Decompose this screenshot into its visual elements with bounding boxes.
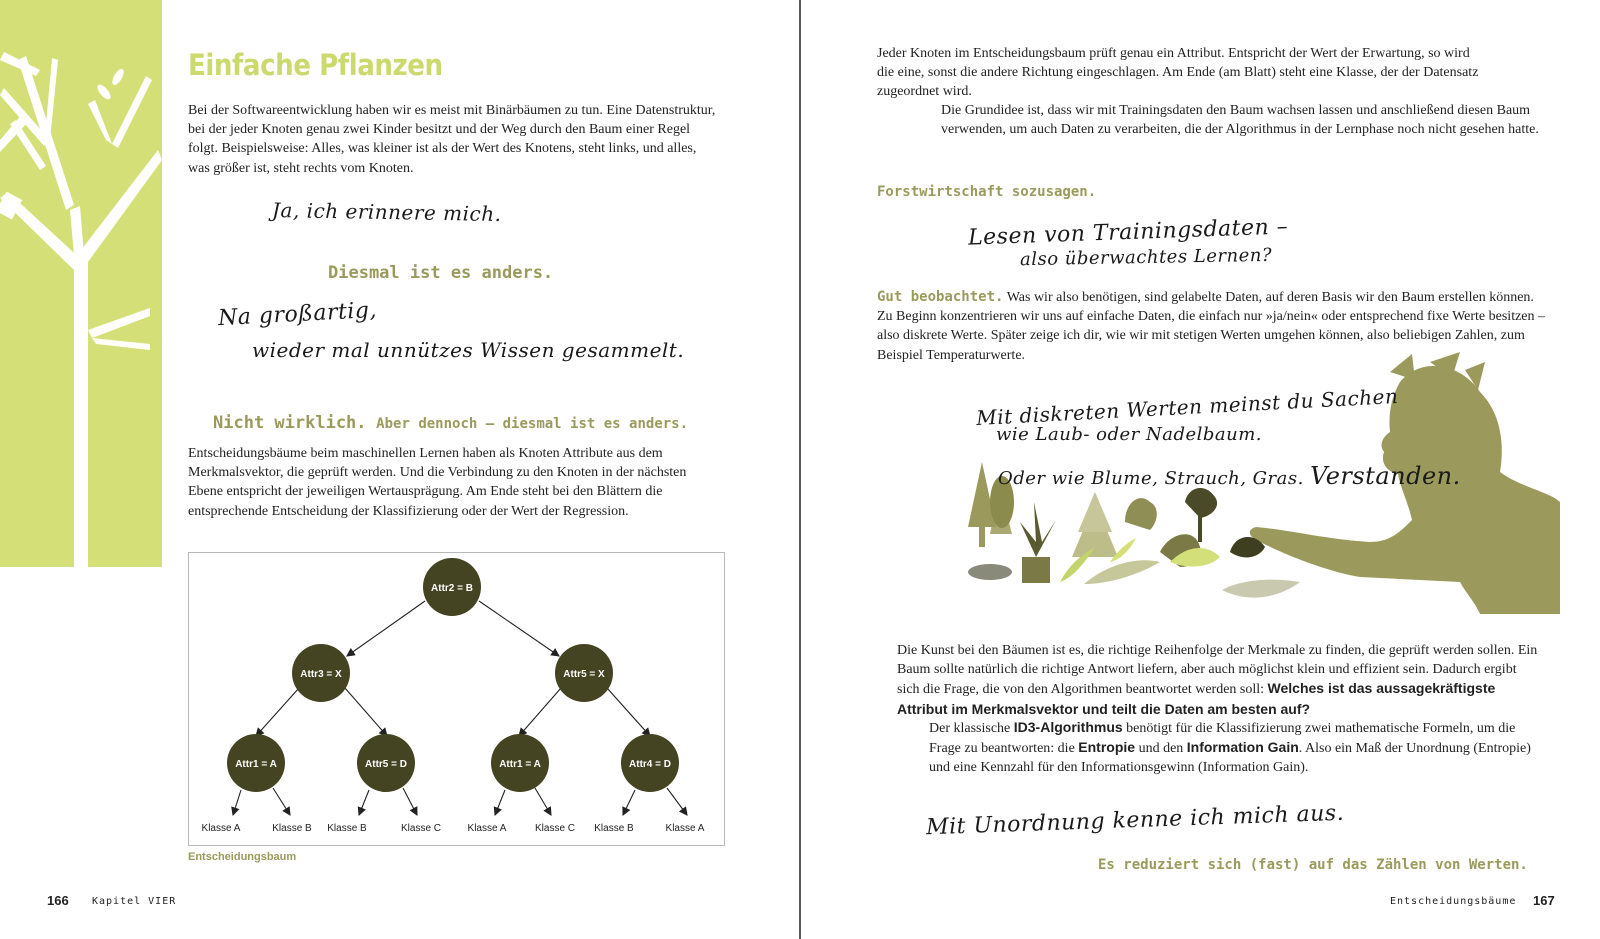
handwritten-note-2-line2: wieder mal unnützes Wissen gesammelt.: [252, 338, 685, 362]
svg-text:Attr1 = A: Attr1 = A: [235, 759, 277, 770]
svg-text:Attr4 = D: Attr4 = D: [629, 759, 671, 770]
potted-plant: [1020, 502, 1056, 557]
edge-root-right: [479, 601, 559, 656]
decision-tree-diagram: [189, 553, 724, 845]
leaf-class-label: Klasse B: [594, 823, 634, 834]
node-level1-left: [292, 644, 350, 702]
node-level2-1: [227, 734, 285, 792]
dialog-reply-1: Diesmal ist es anders.: [328, 263, 554, 283]
idea-paragraph: Die Grundidee ist, dass wir mit Trainingsdaten den Baum wachsen lassen und anschließend diesen Baum verwenden, um auch Daten zu verarbeiten, die der Algorithmus in der Lernphase noch nicht gesehen hatte.: [941, 103, 1539, 138]
bush-1: [1125, 498, 1157, 530]
id3-algorithm-bold: ID3-Algorithmus: [1013, 719, 1123, 735]
handwritten-note-4-line1: Mit diskreten Werten meinst du Sachen: [975, 383, 1399, 431]
node-level2-4: [621, 734, 679, 792]
dialog-reply-5: Es reduziert sich (fast) auf das Zählen von Werten.: [1098, 857, 1528, 873]
page-number-right: 167: [1533, 893, 1555, 908]
handwritten-note-5-a: Oder wie Blume, Strauch, Gras.: [998, 468, 1304, 489]
handwritten-note-5: [998, 462, 1461, 490]
decision-tree-figure: [188, 552, 725, 846]
edge-leaf-4: [403, 788, 417, 815]
handwritten-note-6: Mit Unordnung kenne ich mich aus.: [925, 800, 1345, 841]
edge-leaf-2: [273, 788, 290, 815]
leaf-class-label: Klasse B: [272, 823, 312, 834]
leaf-class-label: Klasse C: [400, 823, 442, 834]
page-number-left: 166: [47, 893, 69, 908]
leaf-class-label: Klasse A: [467, 823, 507, 834]
intro-paragraph: Bei der Softwareentwicklung haben wir es meist mit Binärbäumen zu tun. Eine Datenstruktur, bei der jeder Knoten genau zwei Kinder besitzt und der Weg durch den Baum einer Regel folgt. Beispielsweise: Alles, was kleiner ist als der Wert des Knotens, steht links, und alles, was größer ist, steht rechts vom Knoten.: [188, 103, 716, 176]
edge-leaf-8: [667, 788, 687, 815]
edge-l1-d: [607, 688, 650, 736]
question-paragraph-text: Die Kunst bei den Bäumen ist es, die richtige Reihenfolge der Merkmale zu finden, die geprüft werden sollen. Ein Baum sollte natürlich die richtige Antwort liefern, aber auch möglichst klein und effizient sein. Dadurch ergibt sich die Frage, die von den Algorithmen beantwortet werden soll:: [897, 643, 1538, 698]
edge-l1-b: [345, 688, 387, 736]
key-question-bold: Welches ist das aussagekräftigste Attribut im Merkmalsvektor und teilt die Daten am besten auf?: [897, 680, 1496, 717]
id3-paragraph: [929, 718, 1544, 778]
question-paragraph: [897, 641, 1542, 720]
leaf: [1084, 560, 1160, 584]
leaf-class-label: Klasse A: [201, 823, 241, 834]
footer-title: Entscheidungsbäume: [1390, 896, 1517, 907]
chapter-label: Kapitel VIER: [92, 896, 177, 907]
id3-text-d: und den: [1138, 741, 1184, 757]
edge-leaf-5: [495, 790, 505, 815]
handwritten-note-4-line2: wie Laub- oder Nadelbaum.: [996, 424, 1263, 445]
handwritten-note-3-line2: also überwachtes Lernen?: [1019, 244, 1273, 271]
plant-pot: [1022, 557, 1050, 583]
edge-leaf-6: [535, 788, 551, 815]
id3-text-c: benötigt für die Klassifizierung zwei mathematische Formeln, um die Frage zu beantworten: die: [929, 721, 1516, 757]
decision-tree-paragraph: Entscheidungsbäume beim maschinellen Lernen haben als Knoten Attribute aus dem Merkmalsvektor, die geprüft werden. Und die Verbindung zu den Knoten in der nächsten Ebene entspricht der jeweiligen Wertausprägung. Am Ende steht bei den Blättern die entsprechende Entscheidung der Klassifizierung oder der Wert der Regression.: [188, 446, 687, 519]
dialog-reply-2-rest: Aber dennoch – diesmal ist es anders.: [376, 416, 689, 432]
handwritten-note-2-line1: Na großartig,: [217, 297, 378, 332]
node-level2-3: [491, 734, 549, 792]
id3-text-a: Der klassische: [929, 721, 1011, 736]
handwritten-note-1: Ja, ich erinnere mich.: [271, 197, 502, 227]
figure-caption: Entscheidungsbaum: [188, 851, 297, 863]
labeled-data-text: Was wir also benötigen, sind gelabelte Daten, auf deren Basis wir den Baum erstellen können. Zu Beginn konzentrieren wir uns auf einfache Daten, die einfach nur »ja/nein« oder entsprechend fixe Werte besitzen – also diskrete Werte. Später zeige ich dir, wie wir mit stetigen Werten umgehen können, also beliebigen Zahlen, zum Beispiel Temperaturwerte.: [877, 290, 1546, 363]
edge-leaf-1: [233, 790, 241, 815]
information-gain-bold: Information Gain: [1186, 739, 1299, 756]
node-level2-2: [357, 734, 415, 792]
tree-branch-illustration: [0, 0, 162, 567]
decorative-green-panel: [0, 0, 162, 567]
id3-text-e: . Also ein Maß der Unordnung (Entropie) und eine Kennzahl für den Informationsgewinn (Information Gain).: [929, 741, 1531, 776]
edge-l1-a: [256, 688, 299, 736]
svg-text:Attr3 = X: Attr3 = X: [300, 669, 342, 680]
edge-leaf-3: [359, 790, 369, 815]
edge-leaf-7: [623, 790, 635, 815]
leaf-class-label: Klasse B: [327, 823, 367, 834]
node-level1-right: [555, 644, 613, 702]
entropy-bold: Entropie: [1078, 739, 1136, 756]
svg-text:Attr5 = D: Attr5 = D: [365, 759, 407, 770]
dialog-reply-2: [213, 413, 688, 433]
leaf-class-label: Klasse A: [665, 823, 705, 834]
edge-root-left: [347, 601, 425, 656]
leaf-class-label: Klasse C: [534, 823, 576, 834]
svg-text:Attr5 = X: Attr5 = X: [563, 669, 605, 680]
svg-text:Attr2 = B: Attr2 = B: [431, 583, 473, 594]
oak-leaf: [1222, 580, 1300, 598]
svg-text:Attr1 = A: Attr1 = A: [499, 759, 541, 770]
handwritten-note-3-line1: Lesen von Trainingsdaten –: [967, 214, 1289, 251]
dialog-reply-2-emphasis: Nicht wirklich.: [213, 413, 367, 433]
edge-l1-c: [519, 688, 561, 736]
page-title: Einfache Pflanzen: [188, 48, 443, 82]
dialog-reply-3: Forstwirtschaft sozusagen.: [877, 184, 1097, 200]
dialog-reply-4: Gut beobachtet.: [877, 289, 1004, 305]
handwritten-note-5-b: Verstanden.: [1310, 462, 1461, 490]
node-root: [423, 558, 481, 616]
page-gutter: [799, 0, 801, 939]
knot-paragraph: Jeder Knoten im Entscheidungsbaum prüft genau ein Attribut. Entspricht der Wert der Erwartung, so wird die eine, sonst die andere Richtung eingeschlagen. Am Ende (am Blatt) steht eine Klasse, der der Datensatz zugeordnet wird.: [877, 46, 1479, 100]
stone: [968, 564, 1012, 580]
